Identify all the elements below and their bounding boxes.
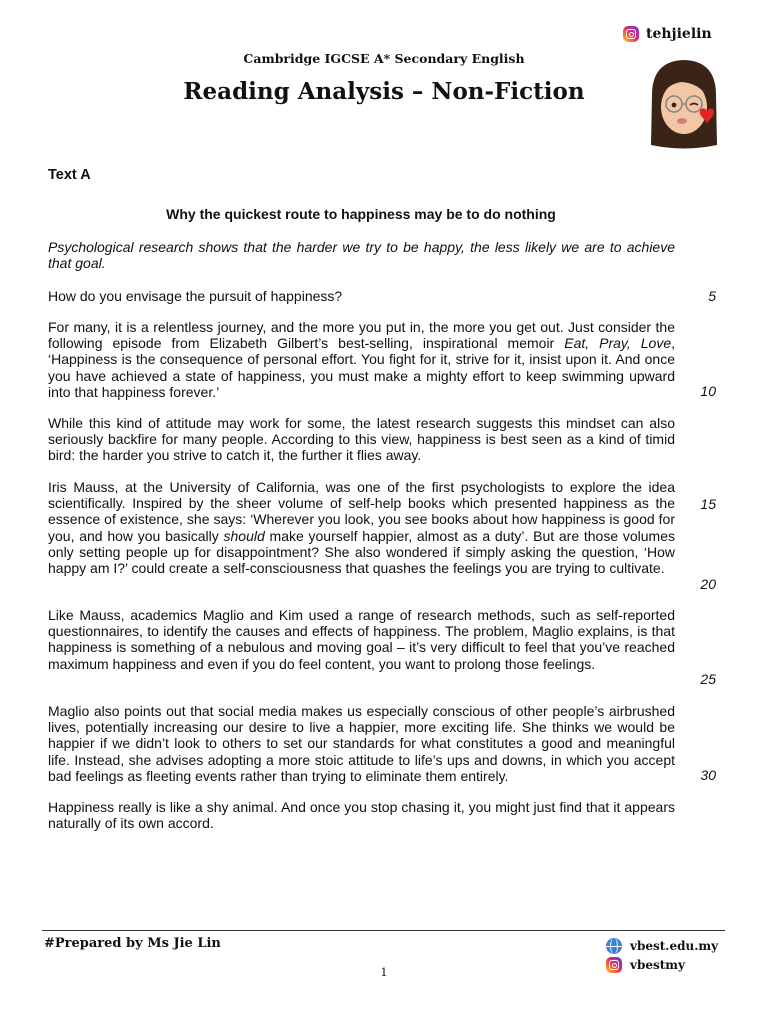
line-number-25: 25 <box>700 671 716 687</box>
line-number-5: 5 <box>708 288 716 304</box>
page-title: Reading Analysis – Non-Fiction <box>183 78 585 105</box>
page-number: 1 <box>380 966 388 979</box>
instagram-icon <box>606 957 622 973</box>
text-label: Text A <box>48 167 91 183</box>
instagram-handle-text: tehjielin <box>646 26 712 42</box>
article-headline: Why the quickest route to happiness may be to do nothing <box>166 206 556 222</box>
website-text: vbest.edu.my <box>630 939 719 953</box>
website-link[interactable] <box>606 938 718 954</box>
footer-instagram[interactable] <box>606 957 685 973</box>
line-number-30: 30 <box>700 767 716 783</box>
instagram-handle[interactable] <box>623 26 712 42</box>
paragraph-2 <box>48 319 675 400</box>
paragraph-2-text-a: For many, it is a relentless journey, and the more you put in, the more you get out. Just consider the following episode from Elizabeth Gilbert’s best-selling, inspirational memoir <box>48 319 675 352</box>
paragraph-4-text-a: Iris Mauss, at the University of California, was one of the first psychologists to explore the idea scientifically. Inspired by the sheer volume of self-help books which presented happiness as the essence of existence, she says: ‘Wherever you look, you see books about how happiness is good for you, and how you basically <box>48 479 675 544</box>
line-number-15: 15 <box>700 496 716 512</box>
footer-instagram-text: vbestmy <box>630 958 685 972</box>
emphasis-should: should <box>223 527 265 544</box>
course-title: Cambridge IGCSE A* Secondary English <box>243 51 525 66</box>
prepared-by: #Prepared by Ms Jie Lin <box>44 936 221 951</box>
paragraph-3: While this kind of attitude may work for some, the latest research suggests this mindset can also seriously backfire for many people. According to this view, happiness is best seen as a kind of timid bird: the harder you strive to catch it, the further it flies away. <box>48 415 675 464</box>
footer-divider <box>42 930 725 931</box>
line-number-10: 10 <box>700 383 716 399</box>
paragraph-6: Maglio also points out that social media makes us especially conscious of other people’s airbrushed lives, potentially increasing our desire to live a happier, more exciting life. She thinks we would be happier if we didn’t look to others to set our standards for what constitutes a good and meaningful life. Instead, she advises adopting a more stoic attitude to life’s ups and downs, in which you accept bad feelings as fleeting events rather than trying to eliminate them entirely. <box>48 703 675 784</box>
standfirst: Psychological research shows that the harder we try to be happy, the less likely we are to achieve that goal. <box>48 239 675 272</box>
paragraph-7: Happiness really is like a shy animal. And once you stop chasing it, you might just find that it appears naturally of its own accord. <box>48 799 675 832</box>
paragraph-5: Like Mauss, academics Maglio and Kim used a range of research methods, such as self-reported questionnaires, to identify the causes and effects of happiness. The problem, Maglio explains, is that happiness is something of a nebulous and moving goal – it’s very difficult to feel that you’ve reached maximum happiness and even if you do feel content, you want to prolong those feelings. <box>48 607 675 672</box>
paragraph-4-text-b: make yourself happier, almost as a duty’. But are those volumes only setting people up for disappointment? She also wondered if simply asking the question, ‘How happy am I?’ could create a self-consciousness that quashes the feelings you are trying to cultivate. <box>48 527 675 577</box>
line-number-20: 20 <box>700 576 716 592</box>
instagram-icon <box>623 26 639 42</box>
paragraph-4 <box>48 479 675 576</box>
paragraph-1: How do you envisage the pursuit of happiness? <box>48 288 343 304</box>
paragraph-2-text-b: , ‘Happiness is the consequence of personal effort. You fight for it, strive for it, insist upon it. And once you have achieved a state of happiness, you must make a mighty effort to keep swimming upward into that happiness forever.’ <box>48 335 676 400</box>
book-title: Eat, Pray, Love <box>564 335 672 352</box>
globe-icon <box>606 938 622 954</box>
